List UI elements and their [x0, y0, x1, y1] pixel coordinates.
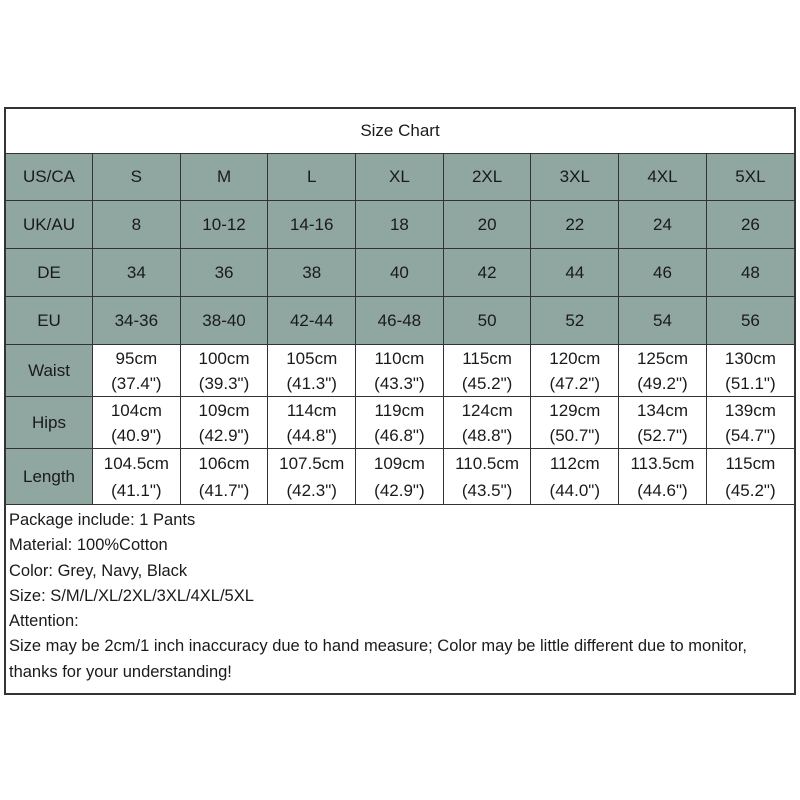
- size-cell: 24: [619, 201, 707, 249]
- measurement-cell: [531, 397, 619, 449]
- inch-value: (41.1"): [111, 480, 162, 500]
- inch-value: (48.8"): [461, 425, 513, 445]
- measurement-cell: [443, 449, 531, 505]
- inch-value: (41.7"): [198, 480, 250, 500]
- size-cell: 34-36: [93, 297, 181, 345]
- cm-value: 104.5cm: [103, 453, 169, 473]
- size-cell: M: [180, 154, 268, 201]
- inch-value: (37.4"): [111, 373, 162, 393]
- measurement-cell: [443, 397, 531, 449]
- inch-value: (43.5"): [461, 480, 513, 500]
- cm-value: 130cm: [724, 348, 776, 368]
- measurement-cell: [706, 345, 794, 397]
- cm-value: 104cm: [110, 400, 162, 420]
- row-label: UK/AU: [6, 201, 93, 249]
- cm-value: 134cm: [636, 400, 688, 420]
- cm-value: 129cm: [549, 400, 601, 420]
- row-label: EU: [6, 297, 93, 345]
- cm-value: 110cm: [374, 348, 425, 368]
- size-cell: 18: [356, 201, 444, 249]
- cm-value: 109cm: [198, 400, 250, 420]
- cm-value: 112cm: [549, 453, 600, 473]
- size-cell: 52: [531, 297, 619, 345]
- size-chart-panel: [4, 107, 796, 695]
- inch-value: (43.3"): [374, 373, 425, 393]
- measurement-cell: [356, 449, 444, 505]
- inch-value: (47.2"): [549, 373, 600, 393]
- size-cell: XL: [356, 154, 444, 201]
- measurement-cell: [93, 449, 181, 505]
- size-cell: 42: [443, 249, 531, 297]
- measurement-cell: [180, 397, 268, 449]
- measurement-cell: [268, 397, 356, 449]
- size-cell: L: [268, 154, 356, 201]
- size-cell: 26: [706, 201, 794, 249]
- measurement-cell: [531, 345, 619, 397]
- inch-value: (46.8"): [374, 425, 425, 445]
- size-row: [6, 297, 794, 345]
- cm-value: 106cm: [198, 453, 250, 473]
- measurement-cell: [619, 345, 707, 397]
- row-label: Waist: [6, 345, 93, 397]
- inch-value: (42.9"): [374, 480, 425, 500]
- measurement-cell: [268, 449, 356, 505]
- size-cell: 48: [706, 249, 794, 297]
- cm-value: 113.5cm: [630, 453, 695, 473]
- inch-value: (42.9"): [198, 425, 250, 445]
- size-cell: 46: [619, 249, 707, 297]
- inch-value: (39.3"): [198, 373, 250, 393]
- cm-value: 125cm: [636, 348, 688, 368]
- cm-value: 105cm: [286, 348, 338, 368]
- cm-value: 95cm: [115, 348, 158, 368]
- measurement-cell: [356, 345, 444, 397]
- size-cell: 22: [531, 201, 619, 249]
- measurement-cell: [180, 449, 268, 505]
- measurement-cell: [268, 345, 356, 397]
- material-note: Material: 100%Cotton: [9, 536, 168, 555]
- cm-value: 139cm: [724, 400, 776, 420]
- color-note: Color: Grey, Navy, Black: [9, 561, 188, 580]
- row-label: Hips: [6, 397, 93, 449]
- size-cell: 40: [356, 249, 444, 297]
- inch-value: (42.3"): [286, 480, 337, 500]
- cm-value: 109cm: [373, 453, 425, 473]
- size-cell: 20: [443, 201, 531, 249]
- size-cell: 38-40: [180, 297, 268, 345]
- inch-value: (44.6"): [637, 480, 688, 500]
- measurement-cell: [180, 345, 268, 397]
- product-notes: [6, 505, 794, 685]
- measurement-cell: [706, 397, 794, 449]
- cm-value: 124cm: [461, 400, 513, 420]
- attention-label: Attention:: [9, 612, 79, 631]
- size-cell: 42-44: [268, 297, 356, 345]
- measurement-cell: [619, 449, 707, 505]
- size-cell: 50: [443, 297, 531, 345]
- size-cell: 10-12: [180, 201, 268, 249]
- size-cell: 2XL: [443, 154, 531, 201]
- row-label: Length: [6, 449, 93, 505]
- cm-value: 119cm: [374, 400, 425, 420]
- measurement-cell: [443, 345, 531, 397]
- size-row: [6, 154, 794, 201]
- inch-value: (54.7"): [725, 425, 776, 445]
- inch-value: (44.8"): [286, 425, 337, 445]
- inch-value: (49.2"): [637, 373, 688, 393]
- measurement-row: [6, 345, 794, 397]
- measurement-row: [6, 449, 794, 505]
- size-row: [6, 201, 794, 249]
- size-cell: 3XL: [531, 154, 619, 201]
- size-cell: 36: [180, 249, 268, 297]
- inch-value: (52.7"): [637, 425, 688, 445]
- chart-title: Size Chart: [6, 109, 794, 154]
- inch-value: (44.0"): [549, 480, 600, 500]
- size-cell: 56: [706, 297, 794, 345]
- cm-value: 120cm: [549, 348, 601, 368]
- measurement-cell: [93, 397, 181, 449]
- row-label: DE: [6, 249, 93, 297]
- cm-value: 110.5cm: [455, 453, 520, 473]
- disclaimer-text: Size may be 2cm/1 inch inaccuracy due to hand measure; Color may be little different due to monitor, thanks for your understanding!: [9, 637, 747, 681]
- package-note: Package include: 1 Pants: [9, 511, 196, 529]
- size-cell: 46-48: [356, 297, 444, 345]
- measurement-cell: [93, 345, 181, 397]
- size-cell: 5XL: [706, 154, 794, 201]
- row-label: US/CA: [6, 154, 93, 201]
- measurement-cell: [531, 449, 619, 505]
- cm-value: 115cm: [462, 348, 512, 368]
- size-row: [6, 249, 794, 297]
- cm-value: 115cm: [725, 453, 776, 473]
- measurement-cell: [706, 449, 794, 505]
- size-cell: 38: [268, 249, 356, 297]
- size-cell: 54: [619, 297, 707, 345]
- measurement-row: [6, 397, 794, 449]
- measurement-cell: [356, 397, 444, 449]
- size-cell: 8: [93, 201, 181, 249]
- size-note: Size: S/M/L/XL/2XL/3XL/4XL/5XL: [9, 586, 254, 605]
- cm-value: 114cm: [286, 400, 337, 420]
- measurement-cell: [619, 397, 707, 449]
- size-cell: 44: [531, 249, 619, 297]
- size-table: [6, 154, 794, 505]
- inch-value: (45.2"): [725, 480, 776, 500]
- size-cell: 14-16: [268, 201, 356, 249]
- cm-value: 107.5cm: [279, 453, 345, 473]
- inch-value: (45.2"): [461, 373, 513, 393]
- inch-value: (51.1"): [725, 373, 776, 393]
- size-cell: 4XL: [619, 154, 707, 201]
- size-cell: S: [93, 154, 181, 201]
- inch-value: (41.3"): [286, 373, 337, 393]
- inch-value: (50.7"): [549, 425, 600, 445]
- cm-value: 100cm: [198, 348, 250, 368]
- size-cell: 34: [93, 249, 181, 297]
- inch-value: (40.9"): [111, 425, 162, 445]
